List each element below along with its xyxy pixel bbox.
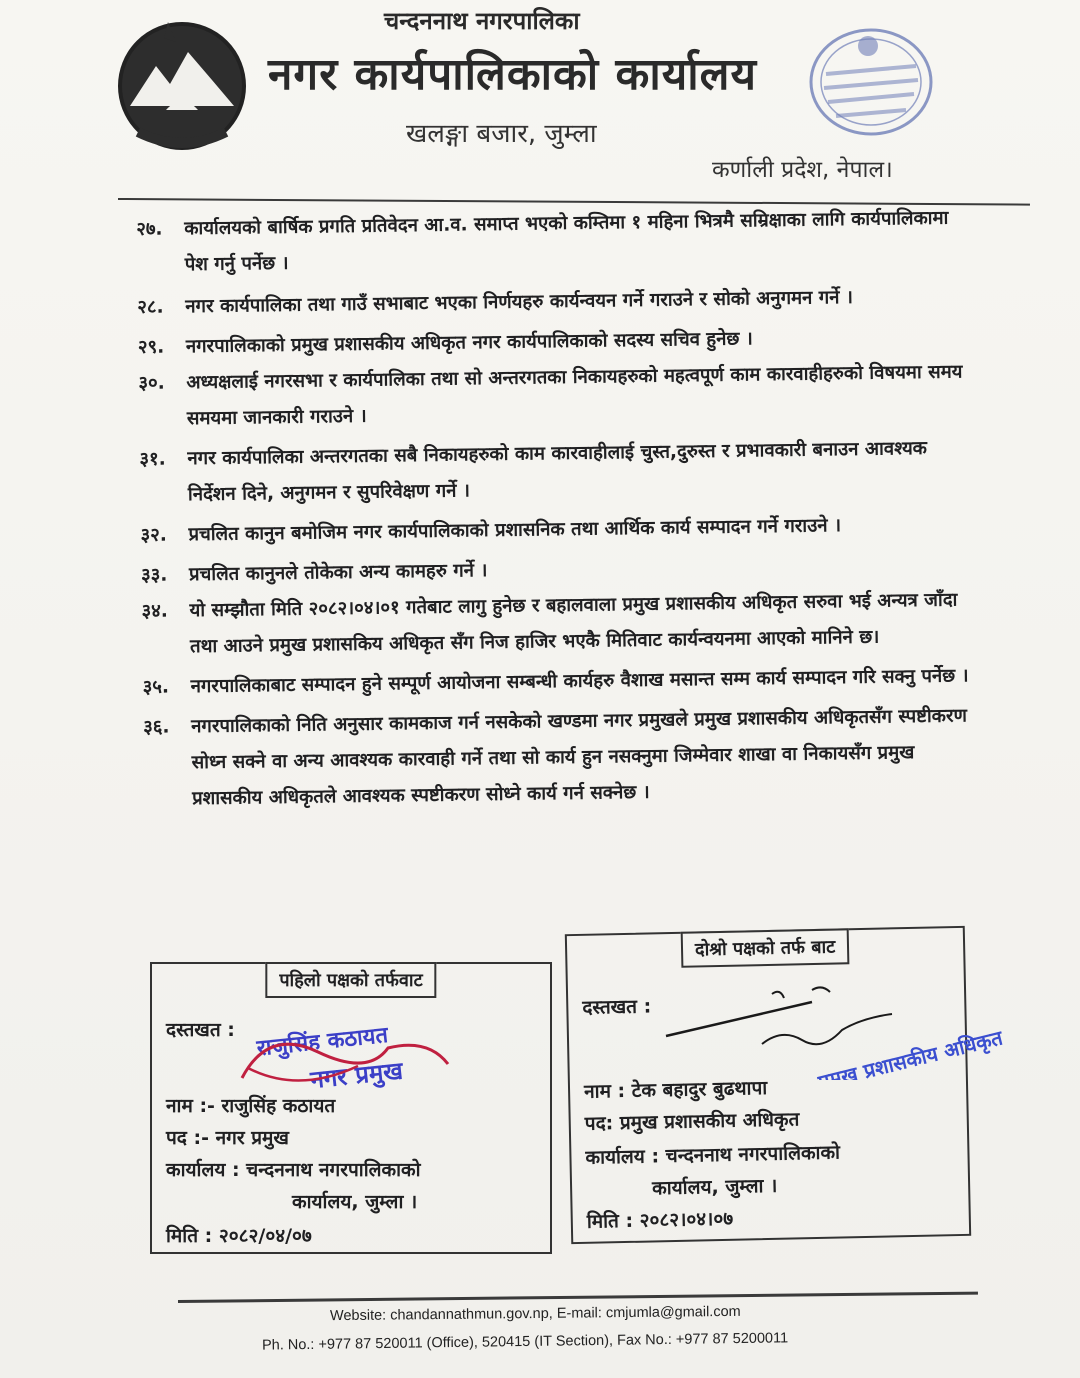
footer-contact-phone: Ph. No.: +977 87 520011 (Office), 520415 (IT Section), Fax No.: +977 87 5200011: [261, 1330, 789, 1354]
name-line: नाम :- राजुसिंह कठायत: [166, 1095, 336, 1117]
signature-label: दस्तखत :: [582, 995, 652, 1019]
signature-label: दस्तखत :: [166, 1019, 235, 1041]
clause-28: [137, 278, 967, 326]
clause-number: २७.: [136, 218, 163, 240]
clause-number: २८.: [137, 296, 164, 318]
date-line: मिति : २०८२।०४।०७: [586, 1207, 734, 1233]
clause-text: नगर कार्यपालिका अन्तरगतका सबै निकायहरुको काम कारवाहीलाई चुस्त,दुरुस्त र प्रभावकारी बनाउन आवश्यक निर्देशन दिने, अनुगमन र सुपरिवेक्षण गर्ने ।: [187, 437, 928, 506]
clause-number: ३४.: [141, 600, 169, 622]
clause-list: [136, 200, 974, 818]
clause-number: ३१.: [139, 448, 166, 470]
province-line: कर्णाली प्रदेश, नेपाल।: [712, 157, 893, 183]
mayor-signature-stamp: [238, 1008, 460, 1100]
clause-number: ३२.: [140, 524, 167, 546]
clause-32: [140, 506, 970, 554]
clause-number: ३३.: [140, 564, 168, 586]
office-line-2: कार्यालय, जुम्ला ।: [651, 1174, 778, 1200]
clause-text: अध्यक्षलाई नगरसभा र कार्यपालिका तथा सो अन्तरगतका निकायहरुको महत्वपूर्ण काम कारवाहीहरुको विषयमा समय समयमा जानकारी गराउने ।: [186, 361, 963, 430]
clause-30: [138, 354, 969, 438]
clause-number: ३०.: [138, 372, 165, 394]
first-party-title: पहिलो पक्षको तर्फवाट: [265, 962, 436, 998]
clause-text: कार्यालयको बार्षिक प्रगति प्रतिवेदन आ.व. समाप्त भएको कम्तिमा १ महिना भित्रमै सम्रिक्षाका लागि कार्यपालिकामा पेश गर्नु पर्नेछ ।: [184, 207, 949, 276]
clause-number: २९.: [137, 336, 165, 358]
post-line: पद :- नगर प्रमुख: [166, 1127, 289, 1149]
clause-text: प्रचलित कानुन बमोजिम नगर कार्यपालिकाको प्रशासनिक तथा आर्थिक कार्य सम्पादन गर्ने गराउने ।: [188, 515, 842, 546]
stamp-post-text: प्रमुख प्रशासकीय अधिकृत: [815, 1025, 1005, 1080]
office-seal-stamp-icon: [806, 24, 936, 140]
municipality-name: चन्दननाथ नगरपालिका: [384, 7, 580, 35]
office-line-1: कार्यालय : चन्दननाथ नगरपालिकाको: [166, 1159, 421, 1181]
clause-34: [141, 582, 972, 666]
clause-36: [143, 698, 974, 818]
clause-text: नगर कार्यपालिका तथा गाउँ सभाबाट भएका निर्णयहरु कार्यन्वयन गर्ने गराउने र सोको अनुगमन गर्ने ।: [185, 286, 854, 318]
clause-text: नगरपालिकाबाट सम्पादन हुने सम्पूर्ण आयोजना सम्बन्धी कार्यहरु वैशाख मसान्त सम्म कार्य सम्पादन गरि सक्नु पर्नेछ ।: [190, 665, 969, 698]
second-party-signature-box: [565, 926, 971, 1244]
clause-text: प्रचलित कानुनले तोकेका अन्य कामहरु गर्ने ।: [188, 560, 488, 586]
clause-27: [136, 200, 967, 284]
office-address: खलङ्गा बजार, जुम्ला: [406, 119, 597, 149]
nepal-government-emblem-icon: [108, 14, 256, 154]
stamp-post-text: नगर प्रमुख: [309, 1056, 405, 1095]
footer-divider: [178, 1292, 978, 1303]
clause-number: ३५.: [142, 676, 170, 698]
clause-text: नगरपालिकाको निति अनुसार कामकाज गर्न नसकेको खण्डमा नगर प्रमुखले प्रमुख प्रशासकीय अधिकृतसँग स्पष्टीकरण सोध्न सक्ने वा अन्य आवश्यक कारवाही गर्ने तथा सो कार्य हुन नसक्नुमा जिम्मेवार शाखा वा निकायसँग प्रमुख प्रशासकीय अधिकृतले आवश्यक स्पष्टीकरण सोध्ने कार्य गर्न सक्नेछ ।: [191, 705, 968, 810]
name-line: नाम : टेक बहादुर बुढथापा: [583, 1077, 768, 1103]
footer-contact-web: Website: chandannathmun.gov.np, E-mail: cmjumla@gmail.com: [329, 1303, 741, 1325]
office-title: नगर कार्यपालिकाको कार्यालय: [268, 49, 757, 100]
first-party-signature-box: [150, 962, 552, 1254]
date-line: मिति : २०८२/०४/०७: [166, 1225, 312, 1247]
clause-text: नगरपालिकाको प्रमुख प्रशासकीय अधिकृत नगर कार्यपालिकाको सदस्य सचिव हुनेछ ।: [185, 328, 754, 358]
second-party-title: दोश्रो पक्षको तर्फ बाट: [681, 928, 850, 968]
clause-35: [142, 658, 972, 706]
clause-number: ३६.: [143, 716, 170, 738]
office-line-1: कार्यालय : चन्दननाथ नगरपालिकाको: [585, 1141, 841, 1169]
office-line-2: कार्यालय, जुम्ला ।: [292, 1191, 418, 1213]
cao-post-stamp: [808, 1024, 1018, 1080]
post-line: पद: प्रमुख प्रशासकीय अधिकृत: [584, 1108, 800, 1135]
clause-31: [139, 430, 970, 514]
stamp-name-text: राजुसिंह कठायत: [255, 1022, 390, 1062]
clause-text: यो सम्झौता मिति २०८२।०४।०१ गतेबाट लागु हुनेछ र बहालवाला प्रमुख प्रशासकीय अधिकृत सरुवा भई अन्यत्र जाँदा तथा आउने प्रमुख प्रशासकिय अधिकृत सँग निज हाजिर भएकै मितिवाट कार्यन्वयनमा आएको मानिने छ।: [189, 589, 958, 658]
